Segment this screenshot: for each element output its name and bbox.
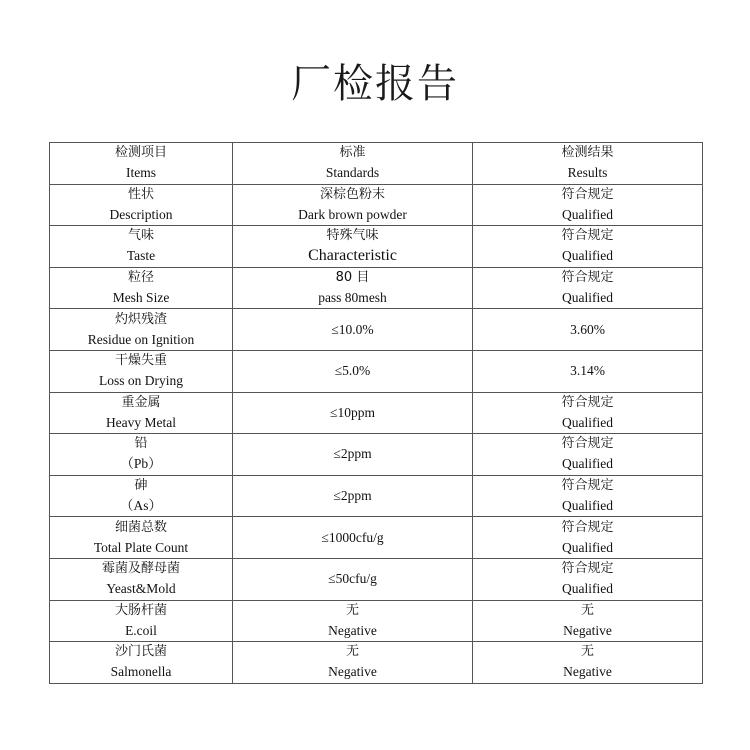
- item-zh: 干燥失重: [114, 353, 167, 369]
- standard-zh: 无: [345, 602, 359, 618]
- standard-cell: [233, 226, 473, 268]
- item-en: Description: [109, 206, 173, 222]
- standard-value: ≤2ppm: [333, 446, 372, 462]
- table-row: [50, 226, 703, 268]
- standard-cell: [233, 475, 473, 517]
- standard-cell: [233, 642, 473, 684]
- result-cell: [473, 642, 703, 684]
- standard-value: ≤1000cfu/g: [321, 529, 384, 545]
- item-zh: 霉菌及酵母菌: [101, 561, 180, 577]
- result-en: Qualified: [562, 290, 613, 306]
- item-zh: 细菌总数: [114, 519, 167, 535]
- header-results-zh: 检测结果: [561, 145, 614, 161]
- table-row: [50, 392, 703, 434]
- header-items-en: Items: [126, 165, 156, 181]
- standard-zh: 80 目: [335, 270, 370, 286]
- item-zh: 砷: [134, 478, 148, 494]
- header-items: [50, 143, 233, 185]
- table-row: [50, 558, 703, 600]
- item-cell: [50, 309, 233, 351]
- item-zh: 气味: [127, 228, 154, 244]
- item-en: E.coil: [125, 622, 157, 638]
- item-cell: [50, 226, 233, 268]
- item-en: Taste: [126, 248, 156, 264]
- result-cell: [473, 558, 703, 600]
- result-zh: 符合规定: [561, 519, 614, 535]
- header-standards-zh: 标准: [339, 145, 366, 161]
- standard-zh: 特殊气味: [326, 228, 379, 244]
- result-en: Negative: [563, 622, 612, 638]
- item-en: （Pb）: [120, 456, 162, 472]
- item-cell: [50, 558, 233, 600]
- item-cell: [50, 600, 233, 642]
- item-en: Yeast&Mold: [106, 581, 176, 597]
- item-cell: [50, 184, 233, 226]
- table-row: [50, 267, 703, 309]
- standard-value: ≤2ppm: [333, 488, 372, 504]
- inspection-table: [49, 142, 703, 684]
- item-zh: 灼炽残渣: [114, 311, 167, 327]
- result-zh: 符合规定: [561, 186, 614, 202]
- item-cell: [50, 517, 233, 559]
- item-cell: [50, 267, 233, 309]
- table-header-row: [50, 143, 703, 185]
- table-row: [50, 350, 703, 392]
- result-zh: 符合规定: [561, 561, 614, 577]
- standard-en: Dark brown powder: [298, 206, 407, 222]
- header-standards: [233, 143, 473, 185]
- result-cell: [473, 226, 703, 268]
- standard-value: ≤10.0%: [331, 321, 374, 337]
- standard-cell: [233, 434, 473, 476]
- standard-value: ≤50cfu/g: [328, 571, 377, 587]
- item-cell: [50, 434, 233, 476]
- result-en: Negative: [563, 664, 612, 680]
- result-zh: 符合规定: [561, 478, 614, 494]
- table-row: [50, 434, 703, 476]
- header-results-en: Results: [567, 165, 608, 181]
- item-zh: 大肠杆菌: [114, 602, 167, 618]
- page-title: 厂检报告: [291, 61, 459, 107]
- result-en: Qualified: [562, 206, 613, 222]
- item-zh: 性状: [127, 186, 154, 202]
- result-value: 3.60%: [570, 321, 605, 337]
- result-en: Qualified: [562, 581, 613, 597]
- standard-zh: 深棕色粉末: [319, 186, 385, 202]
- table-row: [50, 475, 703, 517]
- item-en: （As）: [119, 498, 162, 514]
- standard-cell: [233, 350, 473, 392]
- result-zh: 符合规定: [561, 270, 614, 286]
- standard-en: Characteristic: [308, 247, 397, 265]
- item-en: Heavy Metal: [105, 414, 177, 430]
- item-zh: 铅: [134, 436, 148, 452]
- standard-value: ≤10ppm: [330, 404, 375, 420]
- result-cell: [473, 350, 703, 392]
- result-value: 3.14%: [570, 363, 605, 379]
- item-en: Salmonella: [110, 664, 172, 680]
- result-cell: [473, 475, 703, 517]
- result-cell: [473, 434, 703, 476]
- result-cell: [473, 392, 703, 434]
- result-zh: 无: [580, 644, 594, 660]
- standard-zh: 无: [345, 644, 359, 660]
- standard-en: pass 80mesh: [318, 290, 387, 306]
- standard-cell: [233, 517, 473, 559]
- result-en: Qualified: [562, 539, 613, 555]
- item-en: Residue on Ignition: [87, 331, 195, 347]
- header-standards-en: Standards: [325, 165, 380, 181]
- item-cell: [50, 475, 233, 517]
- standard-cell: [233, 184, 473, 226]
- item-cell: [50, 350, 233, 392]
- result-cell: [473, 600, 703, 642]
- item-en: Mesh Size: [112, 290, 170, 306]
- item-cell: [50, 392, 233, 434]
- standard-cell: [233, 392, 473, 434]
- standard-cell: [233, 600, 473, 642]
- result-zh: 符合规定: [561, 394, 614, 410]
- table-row: [50, 600, 703, 642]
- table-row: [50, 184, 703, 226]
- standard-value: ≤5.0%: [334, 363, 371, 379]
- item-zh: 粒径: [127, 270, 154, 286]
- item-en: Total Plate Count: [93, 539, 189, 555]
- header-items-zh: 检测项目: [114, 145, 167, 161]
- item-cell: [50, 642, 233, 684]
- result-zh: 符合规定: [561, 436, 614, 452]
- header-results: [473, 143, 703, 185]
- result-zh: 无: [580, 602, 594, 618]
- table-row: [50, 642, 703, 684]
- table-row: [50, 309, 703, 351]
- result-en: Qualified: [562, 456, 613, 472]
- result-zh: 符合规定: [561, 228, 614, 244]
- standard-cell: [233, 309, 473, 351]
- result-en: Qualified: [562, 414, 613, 430]
- result-en: Qualified: [562, 498, 613, 514]
- item-zh: 沙门氏菌: [114, 644, 167, 660]
- standard-en: Negative: [328, 622, 377, 638]
- result-en: Qualified: [562, 248, 613, 264]
- result-cell: [473, 184, 703, 226]
- result-cell: [473, 267, 703, 309]
- table-row: [50, 517, 703, 559]
- item-zh: 重金属: [121, 394, 161, 410]
- standard-cell: [233, 558, 473, 600]
- item-en: Loss on Drying: [99, 373, 183, 389]
- standard-en: Negative: [328, 664, 377, 680]
- result-cell: [473, 517, 703, 559]
- standard-cell: [233, 267, 473, 309]
- result-cell: [473, 309, 703, 351]
